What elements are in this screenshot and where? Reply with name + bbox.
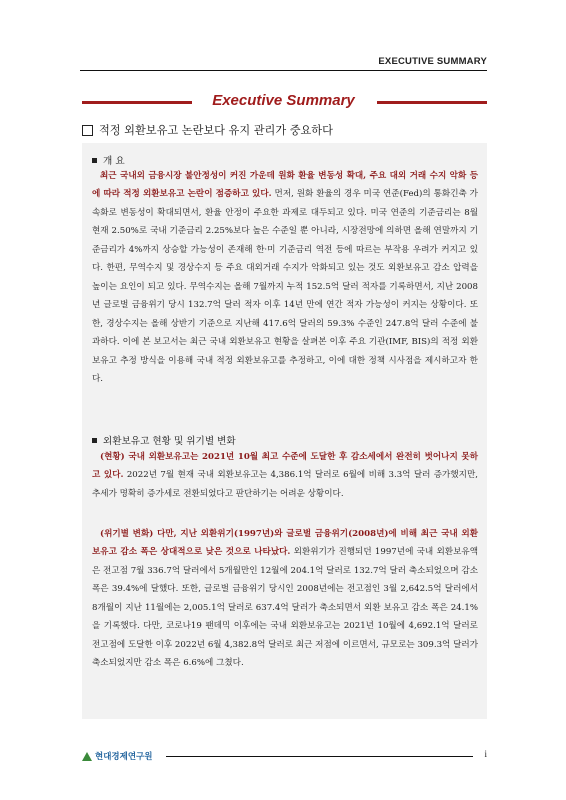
status-p2-body: 외환위기가 진행되던 1997년에 국내 외환보유액은 전고점 7월 336.7억 달러에서 5개월만인 12월에 204.1억 달러로 132.7억 달러 축소되었으며 감소 폭은 39.4%에 달했다. 또한, 글로벌 금융위기 당시인 2008년에는 전고점인 3월 2,642.5억 달러에서 8개월이 지난 11월에는 2,005.1억 달러로 637.4억 달러가 축소되면서 외환 보유고 감소 폭은 24.1%을 기록했다. 다만, 코로나19 팬데믹 이후에는 국내 외환보유고는 2021년 10월에 4,692.1억 달러로 전고점에 도달한 이후 2022년 6월 4,382.8억 달러로 최근 저점에 이르면서, 규모로는 309.3억 달러가 축소되었지만 감소 폭은 6.6%에 그쳤다.	[92, 547, 478, 669]
status-paragraph-1	[92, 448, 478, 504]
status-p1-highlight: (현황) 국내 외환보유고는 2021년 10월 최고 수준에 도달한 후 감소세에서 완전히 벗어나지 못하고 있다.	[92, 451, 478, 481]
banner-right-bar	[377, 101, 487, 104]
bullet-square-icon	[92, 158, 97, 163]
footer-rule	[166, 756, 473, 757]
bullet-square-icon	[92, 438, 97, 443]
overview-body: 먼저, 원화 환율의 경우 미국 연준(Fed)의 통화긴축 가속화로 변동성이 확대되면서, 환율 안정이 주요한 과제로 대두되고 있다. 미국 연준의 기준금리는 8월 현재 2.50%로 국내 기준금리 2.25%보다 높은 수준일 뿐 아니라, 시장전망에 의하면 올해 연말까지 기준금리가 4%까지 상승할 가능성이 존재해 한·미 기준금리 역전 등에 따르는 부작용 우려가 커지고 있다. 한편, 무역수지 및 경상수지 등 주요 대외거래 수지가 악화되고 있는 것도 외환보유고 감소 압력을 높이는 요인이 되고 있다. 무역수지는 올해 7월까지 누적 152.5억 달러 적자를 기록하면서, 지난 2008년 글로벌 금융위기 당시 132.7억 달러 적자 이후 14년 만에 연간 적자 가능성이 커지는 상황이다. 또한, 경상수지는 올해 상반기 기준으로 지난해 417.6억 달러의 59.3% 수준인 247.8억 달러 수준에 불과하다. 이에 본 보고서는 최근 국내 외환보유고 현황을 살펴본 이후 주요 기관(IMF, BIS)의 적정 외환보유고 추정 방식을 이용해 국내 적정 외환보유고를 추정하고, 이에 대한 정책 시사점을 제시하고자 한다.	[92, 189, 478, 385]
status-paragraph-2	[92, 525, 478, 673]
overview-paragraph	[92, 167, 478, 389]
header-rule	[80, 70, 487, 71]
section-heading	[82, 122, 333, 138]
overview-heading	[92, 153, 125, 167]
executive-summary-banner	[80, 92, 487, 114]
checkbox-icon	[82, 125, 93, 136]
overview-highlight: 최근 국내외 금융시장 불안정성이 커진 가운데 원화 환율 변동성 확대, 주요 대외 거래 수지 악화 등에 따라 적정 외환보유고 논란이 점증하고 있다.	[92, 170, 478, 200]
org-logo	[82, 750, 152, 762]
executive-summary-title: Executive Summary	[212, 92, 355, 109]
org-name: 현대경제연구원	[95, 752, 153, 762]
triangle-logo-icon	[82, 752, 92, 761]
overview-heading-text: 개 요	[103, 156, 125, 167]
running-header	[80, 56, 487, 71]
page-number: i	[484, 749, 487, 759]
status-p1-body: 2022년 7월 현재 국내 외환보유고는 4,386.1억 달러로 6월에 비해 3.3억 달러 증가했지만, 추세가 명확히 증가세로 전환되었다고 판단하기는 어려운 상황이다.	[92, 470, 479, 499]
status-p2-highlight: (위기별 변화) 다만, 지난 외환위기(1997년)와 글로벌 금융위기(2008년)에 비해 최근 국내 외환보유고 감소 폭은 상대적으로 낮은 것으로 나타났다.	[92, 528, 478, 558]
section-title: 적정 외환보유고 논란보다 유지 관리가 중요하다	[99, 124, 333, 137]
header-label: EXECUTIVE SUMMARY	[378, 56, 487, 67]
page-footer	[82, 748, 487, 764]
status-heading-text: 외환보유고 현황 및 위기별 변화	[103, 436, 236, 447]
status-heading	[92, 433, 236, 447]
